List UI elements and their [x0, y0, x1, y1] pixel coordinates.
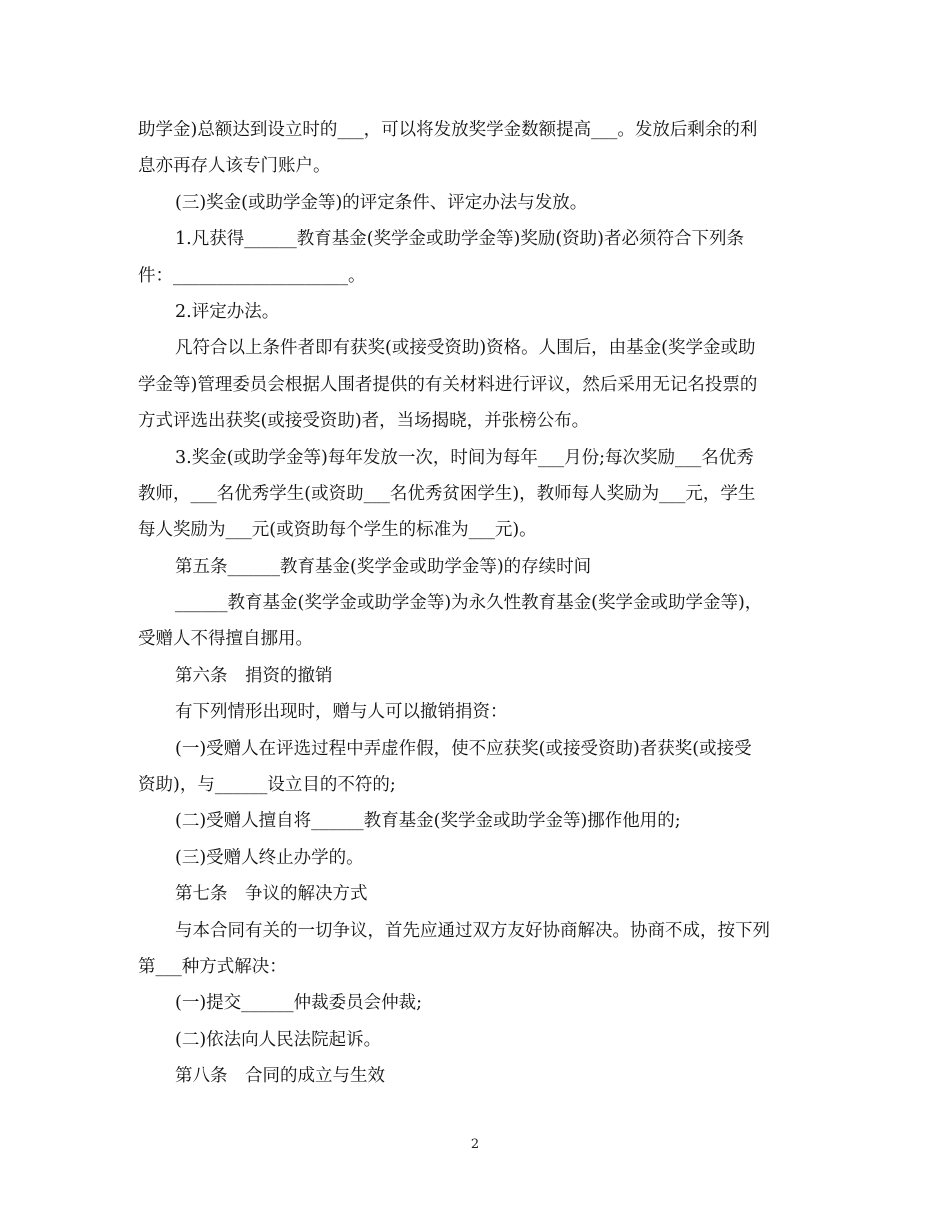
article-heading: 第五条______教育基金(奖学金或助学金等)的存续时间 — [175, 556, 592, 577]
text-line: 每人奖励为___元(或资助每个学生的标准为___元)。 — [138, 520, 537, 541]
text-line: 息亦再存人该专门账户。 — [138, 156, 331, 177]
document-body — [138, 112, 814, 1095]
article-heading: 第八条 合同的成立与生效 — [175, 1066, 385, 1087]
text-line: 受赠人不得擅自挪用。 — [138, 629, 313, 650]
section-heading: (三)奖金(或助学金等)的评定条件、评定办法与发放。 — [175, 192, 588, 213]
text-line: 教师，___名优秀学生(或资助___名优秀贫困学生)，教师每人奖励为___元，学生 — [138, 483, 756, 504]
page-number: 2 — [470, 1137, 480, 1152]
text-line: 1.凡获得______教育基金(奖学金或助学金等)奖励(资助)者必须符合下列条 — [175, 229, 745, 250]
text-line: 2.评定办法。 — [175, 301, 280, 322]
text-line: 有下列情形出现时，赠与人可以撤销捐资： — [175, 702, 508, 723]
text-line: (一)提交______仲裁委员会仲裁; — [175, 993, 423, 1014]
text-line: 学金等)管理委员会根据人围者提供的有关材料进行评议，然后采用无记名投票的 — [138, 374, 758, 395]
text-line: (二)受赠人擅自将______教育基金(奖学金或助学金等)挪作他用的; — [175, 811, 681, 832]
text-line: 凡符合以上条件者即有获奖(或接受资助)资格。人围后，由基金(奖学金或助 — [175, 338, 756, 359]
text-line: (二)依法向人民法院起诉。 — [175, 1029, 382, 1050]
text-line: 3.奖金(或助学金等)每年发放一次，时间为每年___月份;每次奖励___名优秀 — [175, 447, 754, 468]
text-line: (一)受赠人在评选过程中弄虚作假，使不应获奖(或接受资助)者获奖(或接受 — [175, 738, 752, 759]
article-heading: 第六条 捐资的撤销 — [175, 665, 333, 686]
article-heading: 第七条 争议的解决方式 — [175, 884, 368, 905]
text-line: (三)受赠人终止办学的。 — [175, 847, 364, 868]
text-line: 件：____________________。 — [138, 265, 366, 286]
text-line: 助学金)总额达到设立时的___，可以将发放奖学金数额提高___。发放后剩余的利 — [138, 120, 758, 140]
text-line: ______教育基金(奖学金或助学金等)为永久性教育基金(奖学金或助学金等)， — [175, 593, 763, 614]
text-line: 第___种方式解决： — [138, 956, 287, 977]
text-line: 方式评选出获奖(或接受资助)者，当场揭晓，并张榜公布。 — [138, 411, 590, 432]
text-line: 与本合同有关的一切争议，首先应通过双方友好协商解决。协商不成，按下列 — [175, 920, 770, 941]
text-line: 资助)，与______设立目的不符的; — [138, 775, 396, 796]
